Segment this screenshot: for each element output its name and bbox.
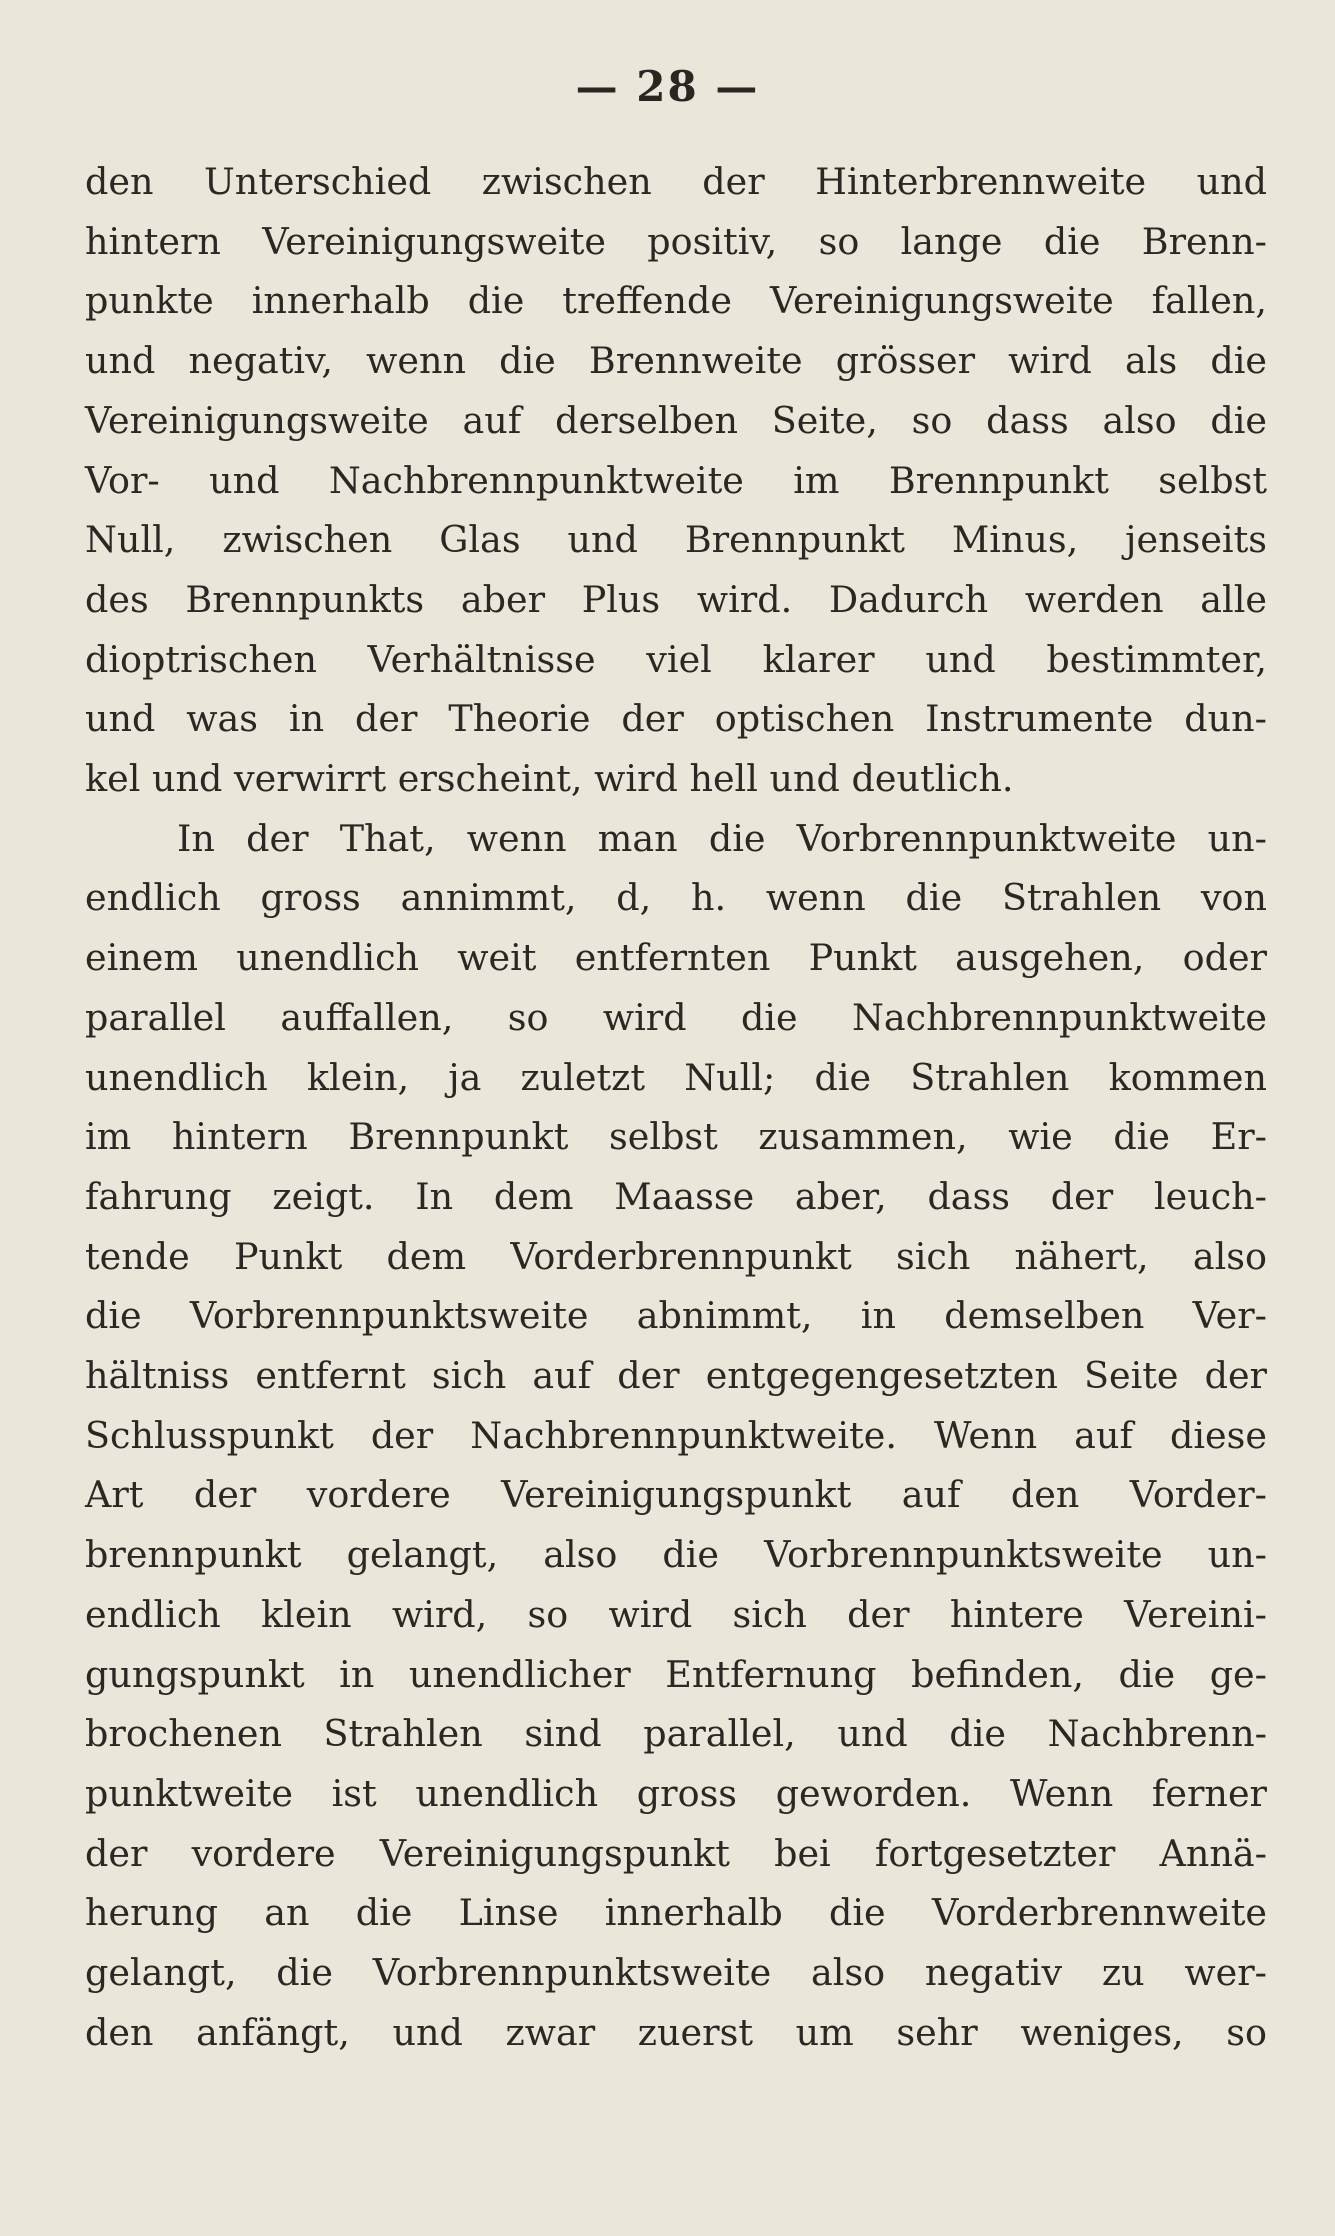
text-line: endlich klein wird, so wird sich der hintere Vereini-: [85, 1592, 1267, 1636]
text-line: unendlich klein, ja zuletzt Null; die Strahlen kommen: [85, 1055, 1267, 1099]
text-line: tende Punkt dem Vorderbrennpunkt sich nähert, also: [85, 1234, 1267, 1278]
text-line: brennpunkt gelangt, also die Vorbrennpunktsweite un-: [85, 1533, 1267, 1577]
text-line: gungspunkt in unendlicher Entfernung befinden, die ge-: [85, 1652, 1267, 1696]
text-line: und was in der Theorie der optischen Instrumente dun-: [85, 697, 1267, 741]
text-line: Vor- und Nachbrennpunktweite im Brennpunkt selbst: [85, 458, 1267, 502]
text-line: In der That, wenn man die Vorbrennpunktweite un-: [177, 816, 1267, 860]
text-line: punkte innerhalb die treffende Vereinigungsweite fallen,: [85, 279, 1267, 323]
text-line: kel und verwirrt erscheint, wird hell und deutlich.: [85, 757, 1014, 801]
text-line: brochenen Strahlen sind parallel, und die Nachbrenn-: [85, 1712, 1267, 1756]
text-line: hältniss entfernt sich auf der entgegengesetzten Seite der: [85, 1354, 1267, 1398]
text-line: Null, zwischen Glas und Brennpunkt Minus, jenseits: [85, 518, 1267, 562]
text-line: gelangt, die Vorbrennpunktsweite also negativ zu wer-: [85, 1951, 1267, 1995]
text-line: Vereinigungsweite auf derselben Seite, so dass also die: [85, 398, 1267, 442]
text-line: den Unterschied zwischen der Hinterbrennweite und: [85, 160, 1267, 203]
text-line: im hintern Brennpunkt selbst zusammen, wie die Er-: [85, 1115, 1267, 1159]
text-line: dioptrischen Verhältnisse viel klarer und bestimmter,: [85, 637, 1267, 681]
text-line: endlich gross annimmt, d, h. wenn die Strahlen von: [85, 876, 1267, 920]
text-line: des Brennpunkts aber Plus wird. Dadurch werden alle: [85, 577, 1267, 621]
text-line: der vordere Vereinigungspunkt bei fortgesetzter Annä-: [85, 1831, 1267, 1875]
text-line: die Vorbrennpunktsweite abnimmt, in demselben Ver-: [85, 1294, 1267, 1338]
text-line: hintern Vereinigungsweite positiv, so lange die Brenn-: [85, 219, 1267, 263]
text-line: Art der vordere Vereinigungspunkt auf den Vorder-: [85, 1473, 1267, 1517]
text-line: fahrung zeigt. In dem Maasse aber, dass der leuch-: [85, 1174, 1267, 1218]
text-line: parallel auffallen, so wird die Nachbrennpunktweite: [85, 995, 1267, 1039]
text-line: punktweite ist unendlich gross geworden. Wenn ferner: [85, 1771, 1267, 1815]
page-number: — 28 —: [575, 62, 760, 111]
text-line: den anfängt, und zwar zuerst um sehr weniges, so: [85, 2010, 1267, 2054]
text-line: herung an die Linse innerhalb die Vorderbrennweite: [85, 1891, 1267, 1935]
text-line: und negativ, wenn die Brennweite grösser wird als die: [85, 339, 1267, 383]
body-text: [85, 152, 1267, 2063]
text-line: Schlusspunkt der Nachbrennpunktweite. Wenn auf diese: [85, 1413, 1267, 1457]
text-line: einem unendlich weit entfernten Punkt ausgehen, oder: [85, 936, 1267, 980]
